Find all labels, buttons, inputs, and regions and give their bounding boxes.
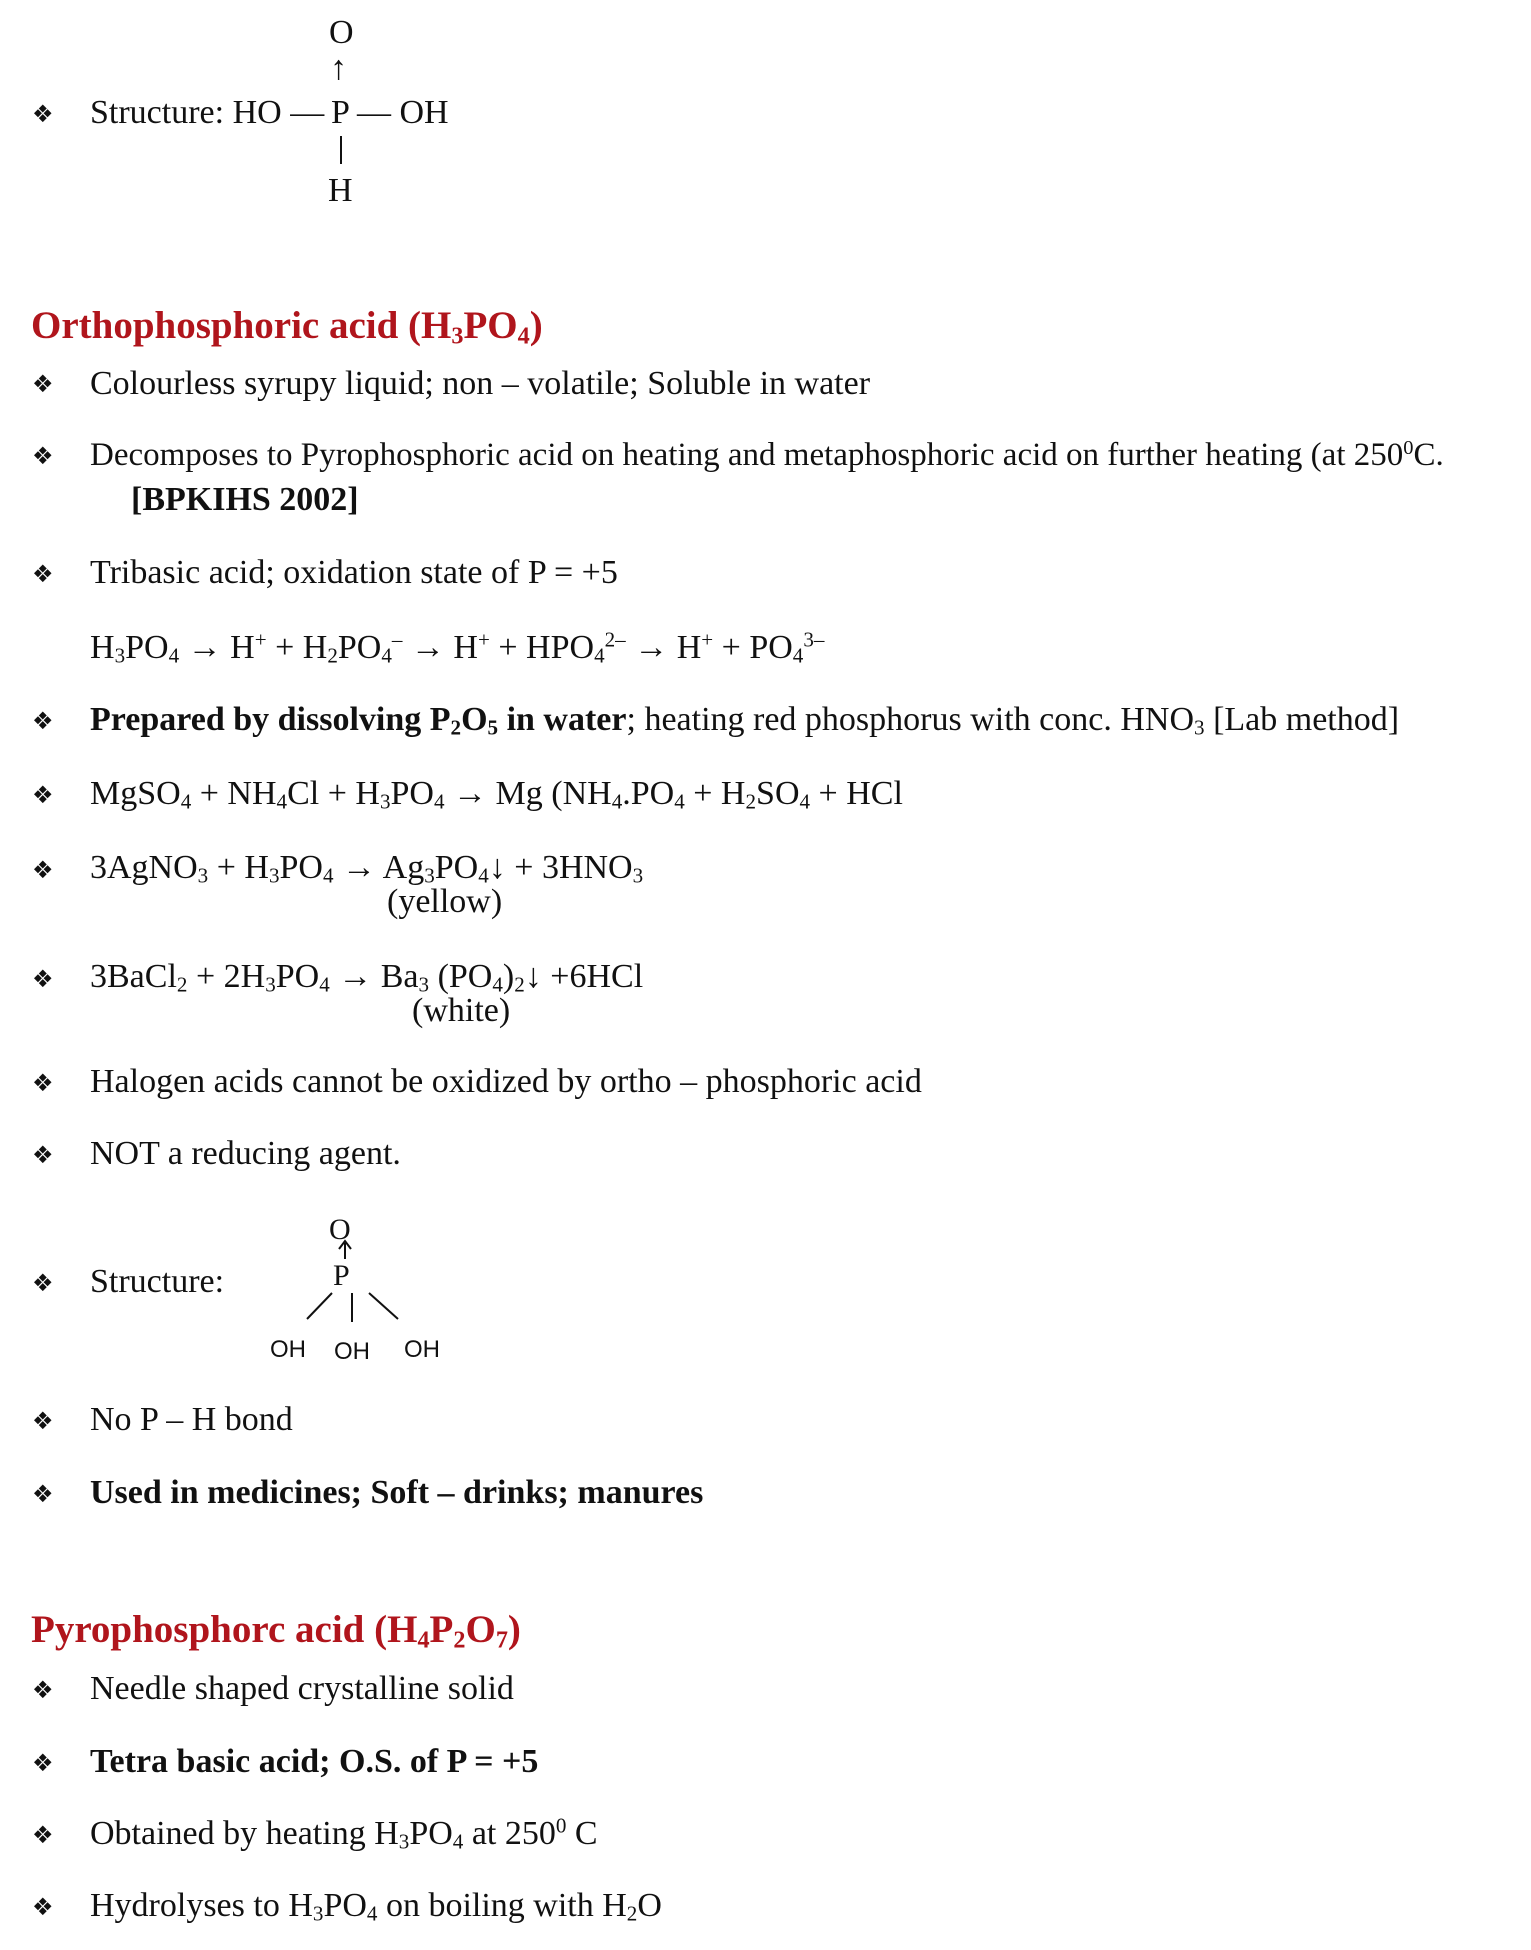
bullet-icon: ❖	[32, 1480, 54, 1508]
ortho-bullet-8: Halogen acids cannot be oxidized by ortho – phosphoric acid	[90, 1063, 922, 1100]
ortho-bullet-3: Tribasic acid; oxidation state of P = +5	[90, 554, 618, 591]
ortho-structure-diagram	[250, 1205, 470, 1375]
structure-phosphorus: P	[331, 94, 350, 131]
pyro-bullet-3: Obtained by heating $H_3PO_4$ at $250^0$ C	[90, 1813, 598, 1854]
bullet-icon: ❖	[32, 442, 54, 470]
pyro-bullet-2: Tetra basic acid; O.S. of P = +5	[90, 1743, 539, 1780]
ortho-dissociation-equation: $H_3PO_4 \to H^+ + H_2PO_4^- \to H^+ + HPO_4^{2-} \to H^+ + PO_4^{3-}$	[90, 627, 825, 668]
bullet-icon: ❖	[32, 1676, 54, 1704]
bullet-icon: ❖	[32, 1749, 54, 1777]
bullet-icon: ❖	[32, 370, 54, 398]
ortho-bullet-1: Colourless syrupy liquid; non – volatile; Soluble in water	[90, 365, 871, 402]
bullet-icon: ❖	[32, 560, 54, 588]
precipitate-note-yellow: (yellow)	[387, 883, 503, 920]
structure-label: Structure: HO —	[90, 94, 325, 131]
structure-top-oxygen: O	[329, 14, 354, 51]
bullet-icon: ❖	[32, 1269, 54, 1297]
ortho-bullet-2: Decomposes to Pyrophosphoric acid on heating and metaphosphoric acid on further heating (at $250^0C$.	[90, 436, 1444, 473]
bullet-icon: ❖	[32, 856, 54, 884]
mol-phosphorus: P	[333, 1259, 350, 1292]
ortho-heading: Orthophosphoric acid $(H_3PO_4)$	[31, 304, 543, 350]
bond-right	[369, 1293, 398, 1319]
bullet-icon: ❖	[32, 707, 54, 735]
pyro-bullet-1: Needle shaped crystalline solid	[90, 1670, 514, 1707]
mol-oh-middle: OH	[334, 1338, 370, 1365]
bullet-icon: ❖	[32, 1893, 54, 1921]
mol-oh-left: OH	[270, 1336, 306, 1363]
dative-arrow-icon: ↑	[330, 50, 347, 87]
ortho-bullet-2-ref: [BPKIHS 2002]	[131, 481, 359, 518]
ortho-bullet-12: Used in medicines; Soft – drinks; manures	[90, 1474, 704, 1511]
bullet-icon: ❖	[32, 1407, 54, 1435]
precipitate-note-white: (white)	[412, 992, 511, 1029]
ortho-bullet-4: Prepared by dissolving $P_2O_5$ in water; heating red phosphorus with conc. $HNO_3$ [Lab method]	[90, 701, 1400, 740]
structure-bottom-h: H	[328, 172, 353, 209]
pyro-heading: Pyrophosphorc acid $(H_4P_2O_7)$	[31, 1608, 521, 1654]
bond-left	[307, 1293, 332, 1319]
ortho-bullet-9: NOT a reducing agent.	[90, 1135, 401, 1172]
structure-bond-line	[340, 136, 342, 164]
bullet-icon: ❖	[32, 1821, 54, 1849]
ortho-bullet-7: 3BaCl$_2$ + $2H_3PO_4 \to Ba_3$ $(PO_4)_2↓ +6HCl$	[90, 958, 644, 997]
bullet-icon: ❖	[32, 781, 54, 809]
ortho-bullet-5: MgSO$_4$ + $NH_4Cl + H_3PO_4 \to Mg$ ($NH_4.PO_4 + H_2SO_4$ + HCl	[90, 775, 903, 814]
ortho-bullet-10: Structure:	[90, 1263, 225, 1300]
bullet-icon: ❖	[32, 100, 54, 128]
mol-oh-right: OH	[404, 1336, 440, 1363]
mol-oxygen: O	[329, 1213, 351, 1246]
ortho-bullet-6: 3AgNO$_3$ + $H_3PO_4$ → $Ag_3PO_4↓ + 3HNO_3$	[90, 849, 644, 888]
structure-right-oh: — OH	[357, 94, 449, 131]
pyro-bullet-4: Hydrolyses to $H_3PO_4$ on boiling with $H_2O$	[90, 1887, 662, 1926]
bullet-icon: ❖	[32, 1069, 54, 1097]
ortho-bullet-11: No P – H bond	[90, 1401, 293, 1438]
bullet-icon: ❖	[32, 965, 54, 993]
bullet-icon: ❖	[32, 1141, 54, 1169]
